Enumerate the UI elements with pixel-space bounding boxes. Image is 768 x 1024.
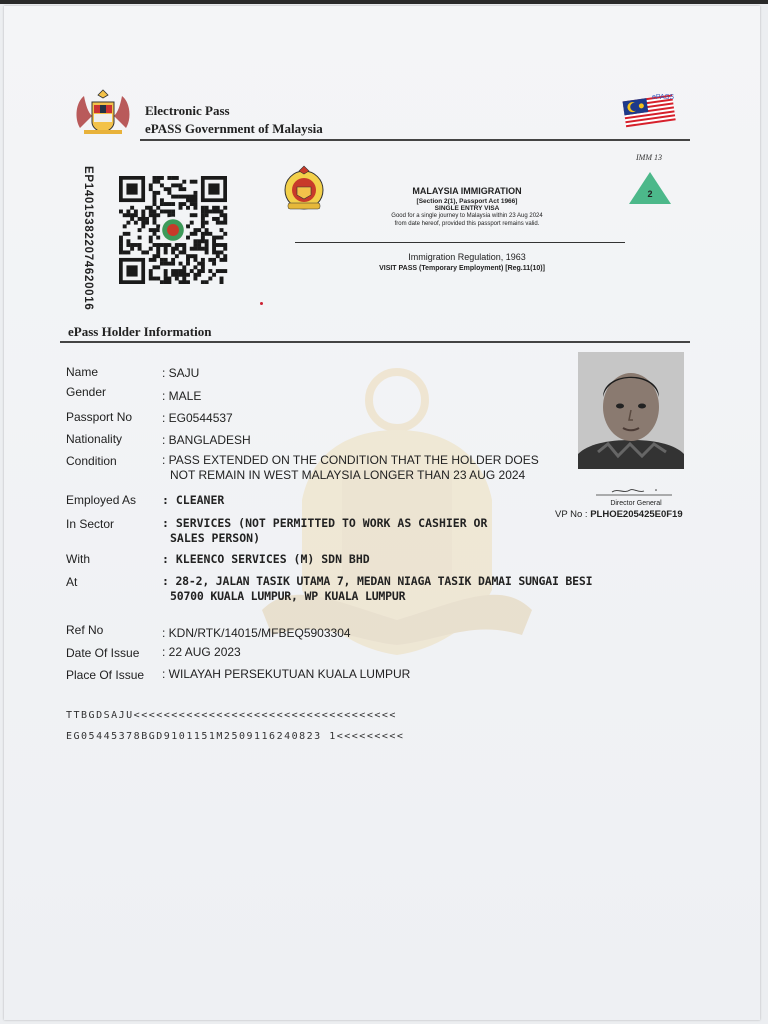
date-of-issue-label: Date Of Issue [66,646,140,660]
immigration-title: MALAYSIA IMMIGRATION [412,186,522,196]
validity-line-1: Good for a single journey to Malaysia within 23 Aug 2024 [391,213,543,219]
sector-label: In Sector [66,517,115,531]
validity-line-2: from date hereof, provided this passport remains valid. [394,221,540,227]
nationality-value: : BANGLADESH [162,433,251,447]
address-line-1: : 28-2, JALAN TASIK UTAMA 7, MEDAN NIAGA TASIK DAMAI SUNGAI BESI [162,574,593,588]
vertical-serial-text: EP140153822074620016 [82,166,94,311]
category-badge [627,170,673,206]
qr-code [116,176,230,284]
nationality-label: Nationality [66,432,123,446]
holder-photo [578,352,684,469]
vp-number-value: PLHOE205425E0F19 [590,509,683,520]
gender-value: : MALE [162,389,202,403]
gender-label: Gender [66,385,107,399]
header-divider [140,139,690,141]
employer-value: : KLEENCO SERVICES (M) SDN BHD [162,552,370,566]
form-code: IMM 13 [636,153,662,162]
visa-type: SINGLE ENTRY VISA [434,205,500,212]
passport-no-label: Passport No [66,410,133,424]
passport-act-section: [Section 2(1), Passport Act 1966] [416,198,518,205]
date-of-issue-value: : 22 AUG 2023 [162,645,241,659]
category-badge-number: 2 [647,189,653,199]
condition-line-2: NOT REMAIN IN WEST MALAYSIA LONGER THAN 23 AUG 2024 [170,467,526,482]
immigration-visa-block [360,186,574,227]
place-of-issue-label: Place Of Issue [66,668,145,682]
condition-value [162,453,539,482]
ink-dot [260,302,263,305]
sector-value [162,516,487,545]
sector-line-2: SALES PERSON) [170,530,261,545]
visa-divider [295,242,625,243]
signature-icon [594,486,674,498]
section-divider [60,341,690,343]
employer-label: With [66,552,90,566]
coat-of-arms-icon [72,88,134,136]
immigration-logo-icon [279,163,329,213]
coat-of-arms-watermark-icon [232,360,562,670]
mrz-line-1: TTBGDSAJU<<<<<<<<<<<<<<<<<<<<<<<<<<<<<<<<<<< [66,710,397,721]
malaysia-flag-icon [618,90,678,130]
name-label: Name [66,365,99,379]
ref-no-value: : KDN/RTK/14015/MFBEQ5903304 [162,626,351,640]
sector-line-1: : SERVICES (NOT PERMITTED TO WORK AS CASHIER OR [162,516,488,530]
address-label: At [66,575,78,589]
employed-as-label: Employed As [66,493,137,507]
condition-line-1: : PASS EXTENDED ON THE CONDITION THAT THE HOLDER DOES [162,453,539,467]
signatory-title: Director General [610,500,662,507]
flag-caption: ePASS [652,94,675,101]
vertical-serial [80,166,96,311]
vp-number-label: VP No : [555,509,591,520]
place-of-issue-value: : WILAYAH PERSEKUTUAN KUALA LUMPUR [162,667,411,681]
name-value: : SAJU [162,366,200,380]
employed-as-value: : CLEANER [162,493,225,507]
condition-label: Condition [66,454,117,468]
address-line-2: 50700 KUALA LUMPUR, WP KUALA LUMPUR [170,588,406,603]
regulation-title: Immigration Regulation, 1963 [408,252,526,262]
address-value [162,574,592,603]
visit-pass-type: VISIT PASS (Temporary Employment) [Reg.11(10)] [379,265,545,272]
ref-no-label: Ref No [66,623,104,637]
vp-number [555,509,683,520]
mrz-line-2: EG05445378BGD9101151M2509116240823 1<<<<<<<<< [66,731,405,742]
header-title: Electronic Pass [145,103,230,118]
header-subtitle: ePASS Government of Malaysia [145,121,323,136]
passport-no-value: : EG0544537 [162,411,233,425]
scan-top-edge [0,0,768,4]
section-title: ePass Holder Information [68,324,212,339]
